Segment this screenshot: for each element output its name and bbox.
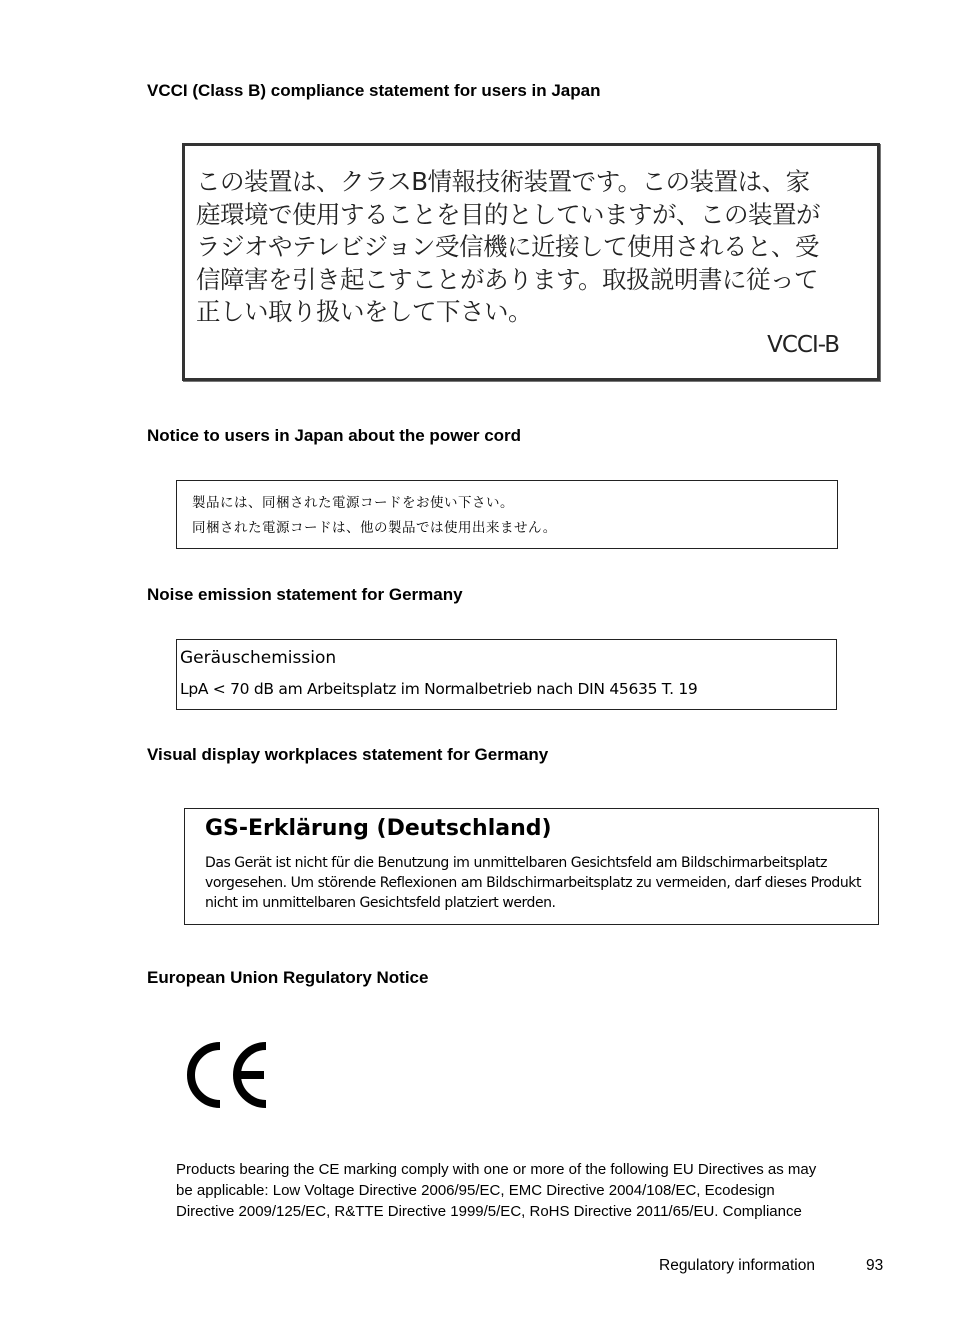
vcci-line: 正しい取り扱いをして下さい。 bbox=[196, 297, 532, 326]
power-cord-line: 同梱された電源コードは、他の製品では使用出来ません。 bbox=[192, 520, 557, 536]
gs-line: vorgesehen. Um störende Reflexionen am Bildschirmarbeitsplatz zu vermeiden, darf dieses Produkt bbox=[205, 875, 861, 891]
vcci-b-label: VCCI-B bbox=[767, 332, 839, 358]
eu-notice-heading: European Union Regulatory Notice bbox=[147, 968, 429, 987]
noise-heading: Noise emission statement for Germany bbox=[147, 585, 463, 604]
gs-declaration-text bbox=[205, 853, 875, 913]
vcci-line: 庭環境で使用することを目的としていますが、この装置が bbox=[196, 199, 820, 229]
eu-notice-paragraph bbox=[176, 1159, 896, 1222]
page-number: 93 bbox=[866, 1257, 884, 1274]
gs-declaration-box bbox=[184, 808, 879, 925]
visual-display-heading: Visual display workplaces statement for Germany bbox=[147, 745, 549, 764]
eu-paragraph-line: be applicable: Low Voltage Directive 2006/95/EC, EMC Directive 2004/108/EC, Ecodesign bbox=[176, 1182, 775, 1199]
eu-paragraph-line: Products bearing the CE marking comply with one or more of the following EU Directives as may bbox=[176, 1161, 817, 1178]
eu-paragraph-line: Directive 2009/125/EC, R&TTE Directive 1999/5/EC, RoHS Directive 2011/65/EU. Compliance bbox=[176, 1203, 802, 1220]
gs-line: Das Gerät ist nicht für die Benutzung im unmittelbaren Gesichtsfeld am Bildschirmarbeitsplatz bbox=[205, 855, 828, 871]
gs-line: nicht im unmittelbaren Gesichtsfeld platziert werden. bbox=[205, 895, 556, 911]
power-cord-box bbox=[176, 480, 838, 549]
vcci-statement-box bbox=[182, 143, 880, 381]
noise-emission-title: Geräuschemission bbox=[180, 648, 337, 668]
power-cord-line: 製品には、同梱された電源コードをお使い下さい。 bbox=[192, 495, 514, 511]
noise-emission-box bbox=[176, 639, 837, 710]
power-cord-heading: Notice to users in Japan about the power cord bbox=[147, 426, 522, 445]
noise-emission-text: LpA < 70 dB am Arbeitsplatz im Normalbetrieb nach DIN 45635 T. 19 bbox=[180, 680, 698, 698]
vcci-line: 信障害を引き起こすことがあります。取扱説明書に従って bbox=[196, 264, 819, 294]
vcci-heading: VCCI (Class B) compliance statement for users in Japan bbox=[147, 81, 601, 100]
vcci-line: ラジオやテレビジョン受信機に近接して使用されると、受 bbox=[196, 232, 820, 261]
vcci-line: この装置は、クラスB情報技術装置です。この装置は、家 bbox=[196, 167, 810, 196]
footer-section-title: Regulatory information bbox=[659, 1257, 815, 1274]
ce-mark-icon bbox=[184, 1040, 274, 1110]
vcci-statement-text bbox=[196, 166, 876, 329]
gs-declaration-title: GS-Erklärung (Deutschland) bbox=[205, 816, 552, 841]
